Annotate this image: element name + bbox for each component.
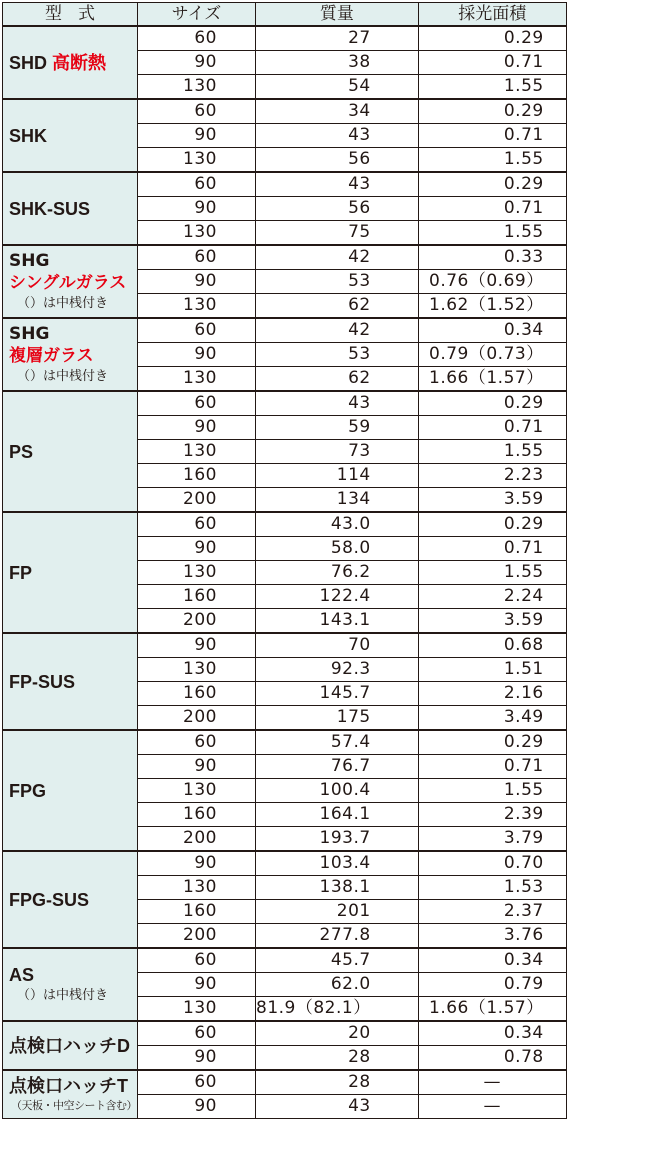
area-cell: — — [418, 1070, 566, 1095]
mass-cell: 56 — [256, 197, 419, 221]
area-cell: 0.29 — [418, 26, 566, 51]
area-cell: 2.24 — [418, 585, 566, 609]
size-cell: 160 — [138, 585, 256, 609]
model-type-cell — [3, 245, 138, 318]
table-body — [3, 26, 567, 1119]
size-cell: 90 — [138, 973, 256, 997]
model-type-cell — [3, 633, 138, 730]
mass-cell: 43 — [256, 1095, 419, 1119]
size-cell: 60 — [138, 1070, 256, 1095]
model-name — [9, 1035, 137, 1057]
area-cell: 3.59 — [418, 488, 566, 513]
model-name — [9, 562, 137, 584]
mass-cell: 53 — [256, 270, 419, 294]
mass-cell: 143.1 — [256, 609, 419, 634]
spec-table — [2, 2, 567, 1119]
mass-cell: 42 — [256, 245, 419, 270]
size-cell: 60 — [138, 512, 256, 537]
table-row — [3, 1021, 567, 1046]
area-cell: 0.71 — [418, 197, 566, 221]
mass-cell: 134 — [256, 488, 419, 513]
area-cell: 1.66（1.57） — [418, 367, 566, 392]
area-cell: 3.59 — [418, 609, 566, 634]
size-cell: 160 — [138, 464, 256, 488]
mass-cell: 57.4 — [256, 730, 419, 755]
area-cell: 0.76（0.69） — [418, 270, 566, 294]
area-cell: 0.71 — [418, 124, 566, 148]
model-accent-label: 高断熱 — [52, 52, 107, 73]
mass-cell: 38 — [256, 51, 419, 75]
model-type-cell — [3, 1070, 138, 1119]
size-cell: 90 — [138, 51, 256, 75]
table-row — [3, 318, 567, 343]
model-name — [9, 1075, 137, 1097]
size-cell: 90 — [138, 197, 256, 221]
mass-cell: 45.7 — [256, 948, 419, 973]
model-type-cell — [3, 391, 138, 512]
area-cell: 0.29 — [418, 172, 566, 197]
size-cell: 60 — [138, 730, 256, 755]
area-cell: 0.71 — [418, 416, 566, 440]
model-name-text: SHD — [9, 52, 48, 73]
model-note: （）は中桟付き — [17, 295, 109, 311]
mass-cell: 42 — [256, 318, 419, 343]
size-cell: 90 — [138, 343, 256, 367]
size-cell: 130 — [138, 779, 256, 803]
area-cell: 2.16 — [418, 682, 566, 706]
table-row — [3, 99, 567, 124]
model-accent-label: 複層ガラス — [9, 345, 94, 366]
area-cell: 0.71 — [418, 537, 566, 561]
area-cell: 1.55 — [418, 440, 566, 464]
mass-cell: 20 — [256, 1021, 419, 1046]
model-name-text: SHG — [9, 323, 50, 344]
area-cell: 0.34 — [418, 948, 566, 973]
header-mass: 質量 — [256, 3, 419, 27]
area-cell: — — [418, 1095, 566, 1119]
model-name-text: 点検口ハッチD — [9, 1035, 130, 1056]
model-name — [9, 125, 137, 147]
size-cell: 130 — [138, 658, 256, 682]
model-name — [9, 323, 137, 345]
mass-cell: 28 — [256, 1046, 419, 1071]
area-cell: 1.55 — [418, 75, 566, 100]
header-area: 採光面積 — [418, 3, 566, 27]
mass-cell: 145.7 — [256, 682, 419, 706]
size-cell: 60 — [138, 99, 256, 124]
area-cell: 2.23 — [418, 464, 566, 488]
area-cell: 0.33 — [418, 245, 566, 270]
mass-cell: 81.9（82.1） — [256, 997, 419, 1022]
model-type-cell — [3, 26, 138, 99]
size-cell: 90 — [138, 537, 256, 561]
area-cell: 1.66（1.57） — [418, 997, 566, 1022]
mass-cell: 59 — [256, 416, 419, 440]
area-cell: 0.34 — [418, 318, 566, 343]
area-cell: 0.29 — [418, 99, 566, 124]
size-cell: 90 — [138, 1095, 256, 1119]
mass-cell: 62 — [256, 367, 419, 392]
model-name-text: SHK-SUS — [9, 198, 91, 219]
model-note: （）は中桟付き — [17, 368, 109, 384]
size-cell: 60 — [138, 26, 256, 51]
mass-cell: 76.2 — [256, 561, 419, 585]
header-type: 型式 — [3, 3, 138, 27]
table-row — [3, 633, 567, 658]
size-cell: 90 — [138, 124, 256, 148]
area-cell: 0.29 — [418, 730, 566, 755]
mass-cell: 73 — [256, 440, 419, 464]
mass-cell: 175 — [256, 706, 419, 731]
mass-cell: 54 — [256, 75, 419, 100]
mass-cell: 43.0 — [256, 512, 419, 537]
area-cell: 0.79 — [418, 973, 566, 997]
mass-cell: 43 — [256, 391, 419, 416]
table-row — [3, 948, 567, 973]
table-row — [3, 851, 567, 876]
model-note: （）は中桟付き — [17, 987, 109, 1003]
area-cell: 0.29 — [418, 512, 566, 537]
model-type-cell — [3, 99, 138, 172]
size-cell: 130 — [138, 440, 256, 464]
area-cell: 0.70 — [418, 851, 566, 876]
area-cell: 1.53 — [418, 876, 566, 900]
mass-cell: 58.0 — [256, 537, 419, 561]
area-cell: 1.55 — [418, 221, 566, 246]
model-type-cell — [3, 172, 138, 245]
model-name — [9, 964, 137, 986]
mass-cell: 53 — [256, 343, 419, 367]
area-cell: 1.55 — [418, 779, 566, 803]
model-name-text: AS — [9, 964, 35, 985]
table-row — [3, 730, 567, 755]
size-cell: 90 — [138, 633, 256, 658]
area-cell: 2.37 — [418, 900, 566, 924]
size-cell: 130 — [138, 148, 256, 173]
size-cell: 130 — [138, 997, 256, 1022]
model-name — [9, 889, 137, 911]
model-name-text: FP — [9, 562, 33, 583]
mass-cell: 100.4 — [256, 779, 419, 803]
header-row — [3, 3, 567, 27]
area-cell: 0.71 — [418, 755, 566, 779]
model-type-cell — [3, 730, 138, 851]
area-cell: 3.49 — [418, 706, 566, 731]
mass-cell: 70 — [256, 633, 419, 658]
area-cell: 2.39 — [418, 803, 566, 827]
model-name-text: FPG-SUS — [9, 889, 90, 910]
mass-cell: 201 — [256, 900, 419, 924]
area-cell: 3.76 — [418, 924, 566, 949]
size-cell: 90 — [138, 1046, 256, 1071]
model-note: （天板・中空シート含む） — [11, 1098, 137, 1112]
size-cell: 160 — [138, 900, 256, 924]
size-cell: 130 — [138, 561, 256, 585]
model-accent-label: シングルガラス — [9, 272, 127, 293]
mass-cell: 164.1 — [256, 803, 419, 827]
model-name-text: 点検口ハッチT — [9, 1075, 128, 1096]
model-type-cell — [3, 1021, 138, 1070]
model-type-cell — [3, 318, 138, 391]
mass-cell: 92.3 — [256, 658, 419, 682]
table-row — [3, 172, 567, 197]
size-cell: 200 — [138, 488, 256, 513]
size-cell: 90 — [138, 851, 256, 876]
table-row — [3, 1070, 567, 1095]
model-name — [9, 250, 137, 272]
size-cell: 200 — [138, 706, 256, 731]
mass-cell: 28 — [256, 1070, 419, 1095]
size-cell: 130 — [138, 294, 256, 319]
model-type-cell — [3, 512, 138, 633]
area-cell: 0.29 — [418, 391, 566, 416]
table-row — [3, 391, 567, 416]
model-type-cell — [3, 851, 138, 948]
size-cell: 90 — [138, 416, 256, 440]
size-cell: 130 — [138, 75, 256, 100]
size-cell: 90 — [138, 270, 256, 294]
size-cell: 160 — [138, 803, 256, 827]
area-cell: 1.62（1.52） — [418, 294, 566, 319]
mass-cell: 114 — [256, 464, 419, 488]
model-name — [9, 441, 137, 463]
mass-cell: 43 — [256, 124, 419, 148]
size-cell: 130 — [138, 367, 256, 392]
area-cell: 1.51 — [418, 658, 566, 682]
model-name-text: FPG — [9, 780, 47, 801]
size-cell: 200 — [138, 609, 256, 634]
model-name-text: PS — [9, 441, 34, 462]
model-type-cell — [3, 948, 138, 1021]
area-cell: 0.68 — [418, 633, 566, 658]
mass-cell: 62.0 — [256, 973, 419, 997]
size-cell: 130 — [138, 221, 256, 246]
mass-cell: 103.4 — [256, 851, 419, 876]
area-cell: 0.71 — [418, 51, 566, 75]
mass-cell: 76.7 — [256, 755, 419, 779]
size-cell: 60 — [138, 318, 256, 343]
mass-cell: 193.7 — [256, 827, 419, 852]
size-cell: 60 — [138, 1021, 256, 1046]
table-row — [3, 245, 567, 270]
mass-cell: 27 — [256, 26, 419, 51]
mass-cell: 277.8 — [256, 924, 419, 949]
area-cell: 0.34 — [418, 1021, 566, 1046]
area-cell: 0.78 — [418, 1046, 566, 1071]
model-name — [9, 52, 137, 74]
header-size: サイズ — [138, 3, 256, 27]
size-cell: 90 — [138, 755, 256, 779]
mass-cell: 43 — [256, 172, 419, 197]
size-cell: 200 — [138, 924, 256, 949]
model-name-text: SHG — [9, 250, 50, 271]
size-cell: 60 — [138, 172, 256, 197]
size-cell: 60 — [138, 948, 256, 973]
mass-cell: 34 — [256, 99, 419, 124]
area-cell: 0.79（0.73） — [418, 343, 566, 367]
model-name — [9, 780, 137, 802]
model-name-text: SHK — [9, 125, 48, 146]
mass-cell: 56 — [256, 148, 419, 173]
area-cell: 3.79 — [418, 827, 566, 852]
table-row — [3, 512, 567, 537]
mass-cell: 122.4 — [256, 585, 419, 609]
mass-cell: 62 — [256, 294, 419, 319]
mass-cell: 75 — [256, 221, 419, 246]
area-cell: 1.55 — [418, 148, 566, 173]
size-cell: 60 — [138, 245, 256, 270]
mass-cell: 138.1 — [256, 876, 419, 900]
model-name — [9, 198, 137, 220]
model-name-text: FP-SUS — [9, 671, 76, 692]
size-cell: 60 — [138, 391, 256, 416]
size-cell: 160 — [138, 682, 256, 706]
size-cell: 200 — [138, 827, 256, 852]
size-cell: 130 — [138, 876, 256, 900]
table-row — [3, 26, 567, 51]
model-name — [9, 671, 137, 693]
area-cell: 1.55 — [418, 561, 566, 585]
